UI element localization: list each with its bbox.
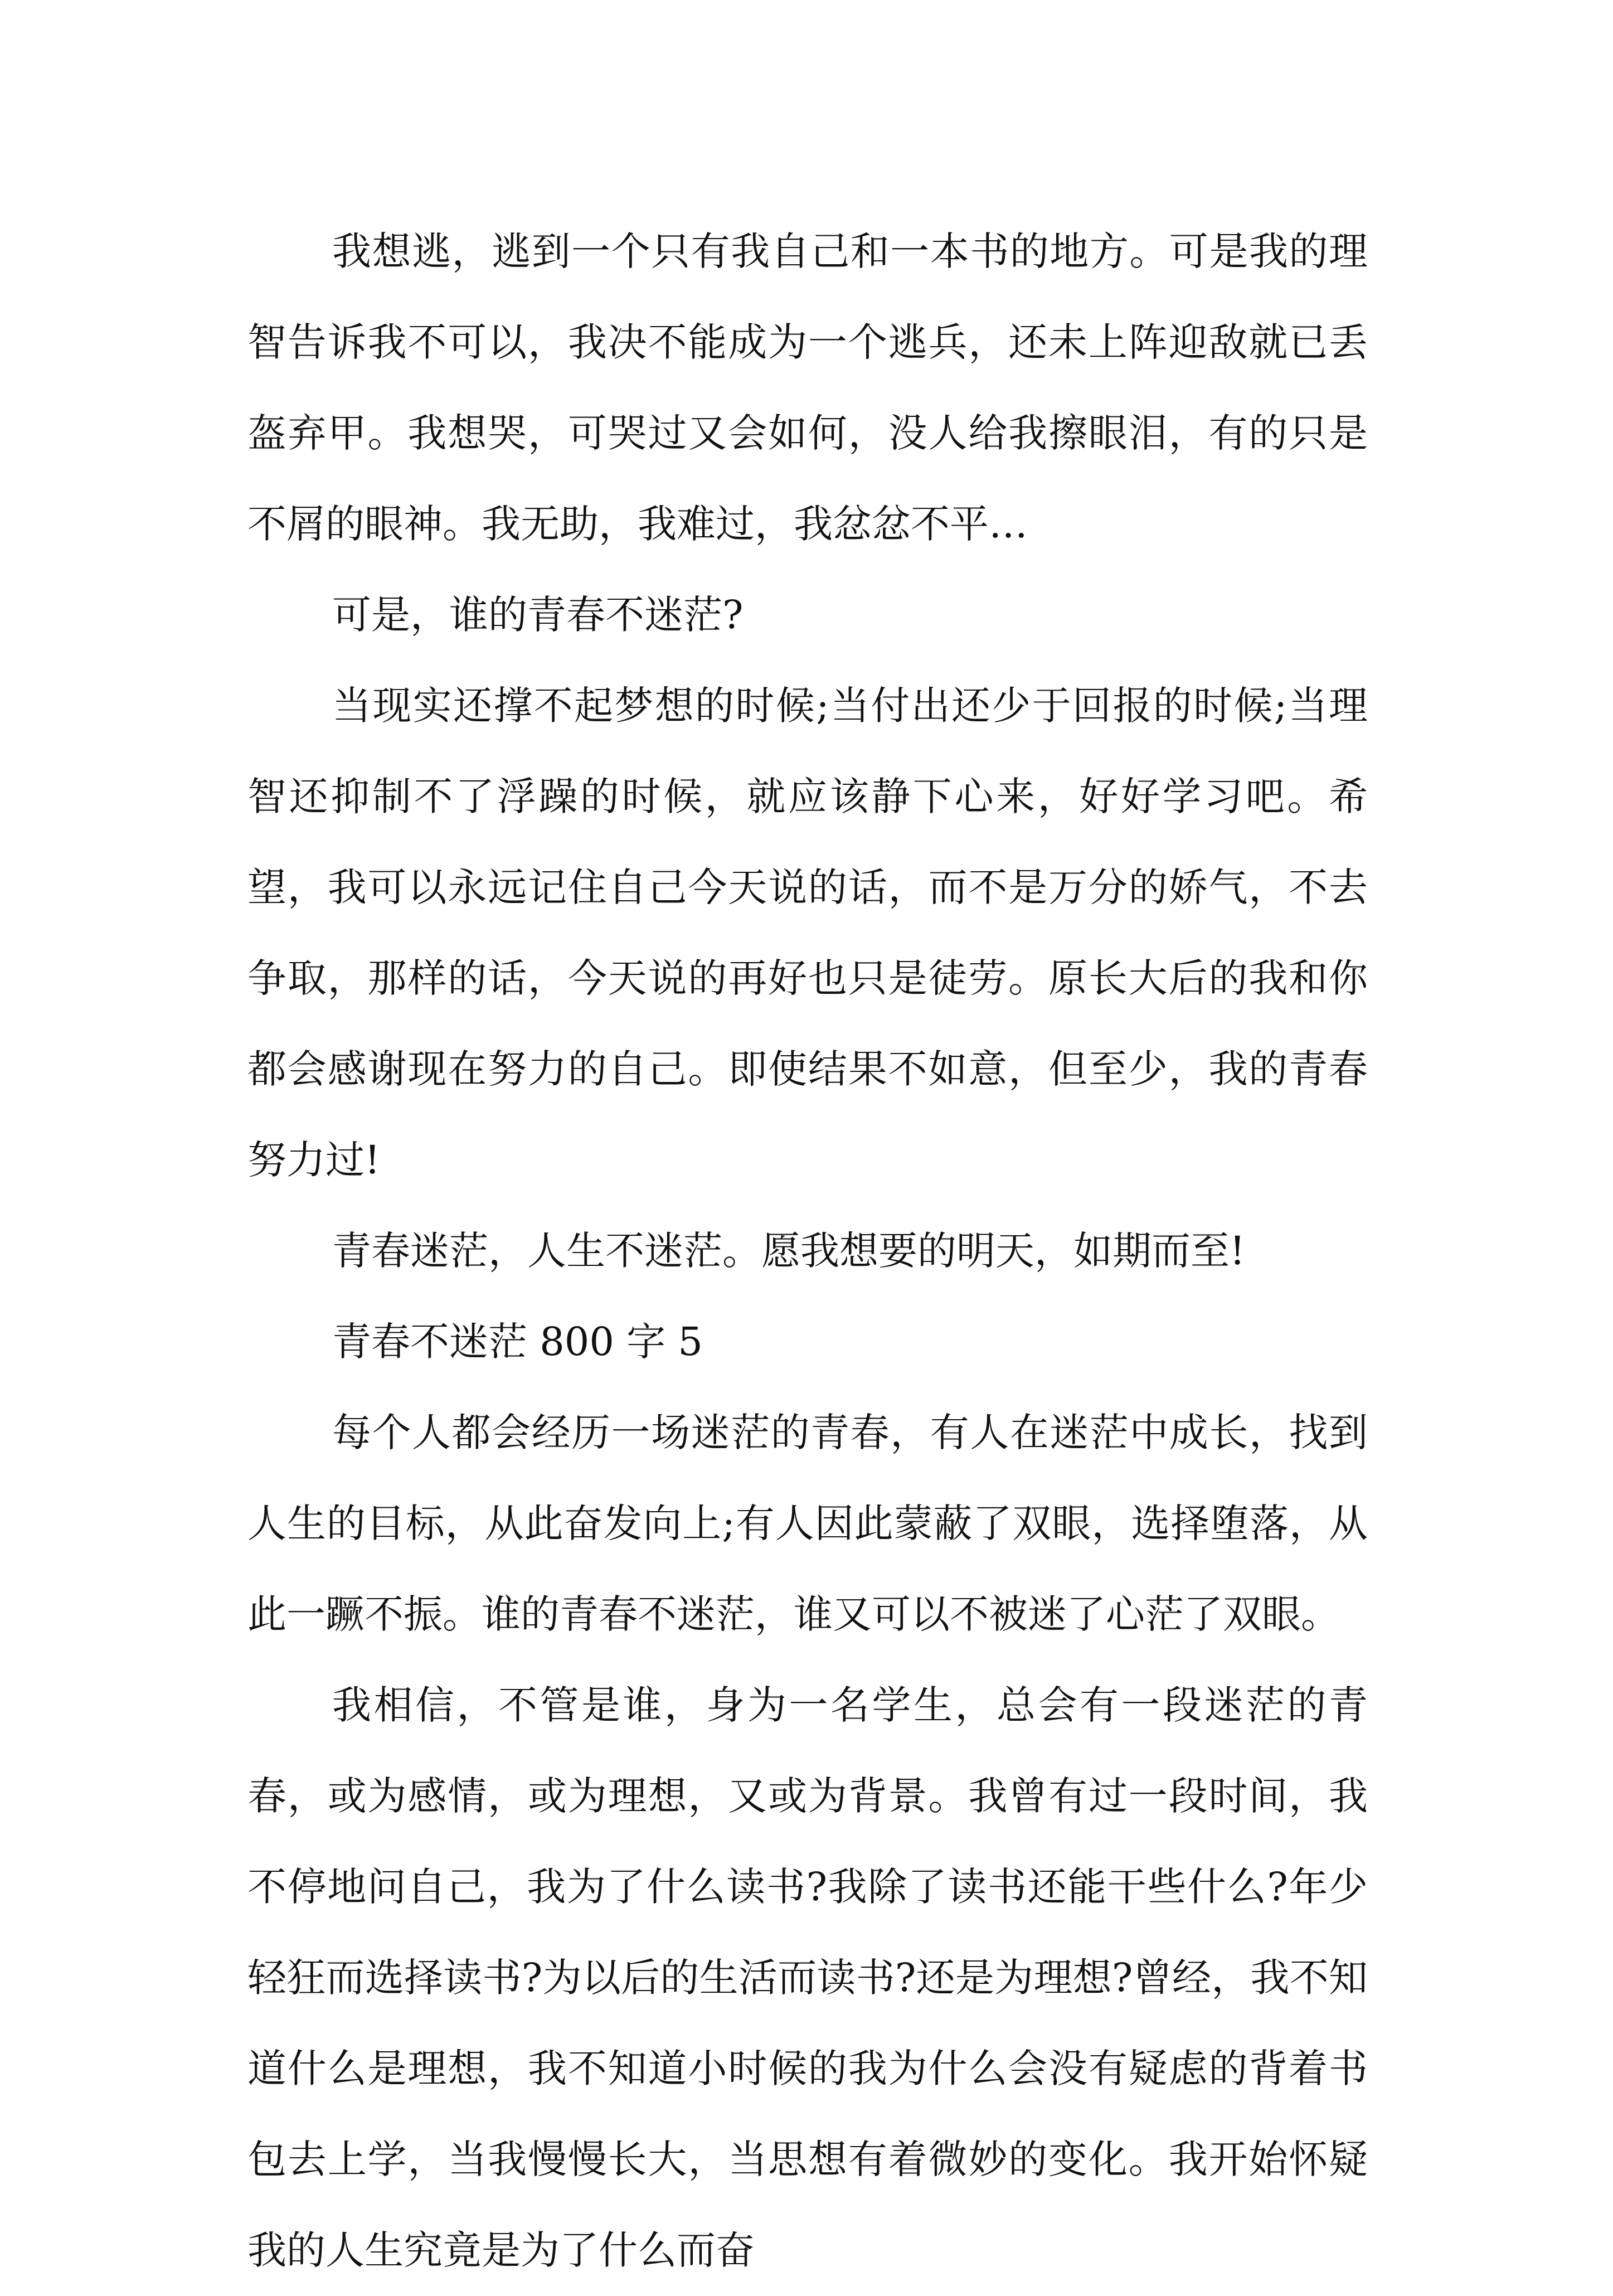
paragraph-5: 每个人都会经历一场迷茫的青春，有人在迷茫中成长，找到人生的目标，从此奋发向上;有人因此蒙蔽了双眼，选择堕落，从此一蹶不振。谁的青春不迷茫，谁又可以不被迷了心茫了双眼。: [247, 1410, 1368, 1637]
document-body: [247, 206, 1368, 2296]
paragraph-6: 我相信，不管是谁，身为一名学生，总会有一段迷茫的青春，或为感情，或为理想，又或为背景。我曾有过一段时间，我不停地问自己，我为了什么读书?我除了读书还能干些什么?年少轻狂而选择读书?为以后的生活而读书?还是为理想?曾经，我不知道什么是理想，我不知道小时候的我为什么会没有疑虑的背着书包去上学，当我慢慢长大，当思想有着微妙的变化。我开始怀疑我的人生究竟是为了什么而奋: [247, 1682, 1368, 2273]
paragraph-1: 我想逃，逃到一个只有我自己和一本书的地方。可是我的理智告诉我不可以，我决不能成为一个逃兵，还未上阵迎敌就已丢盔弃甲。我想哭，可哭过又会如何，没人给我擦眼泪，有的只是不屑的眼神。我无助，我难过，我忿忿不平…: [247, 229, 1368, 547]
section-heading: 青春不迷茫 800 字 5: [332, 1319, 703, 1365]
paragraph-3: 当现实还撑不起梦想的时候;当付出还少于回报的时候;当理智还抑制不了浮躁的时候，就应该静下心来，好好学习吧。希望，我可以永远记住自己今天说的话，而不是万分的娇气，不去争取，那样的话，今天说的再好也只是徒劳。原长大后的我和你都会感谢现在努力的自己。即使结果不如意，但至少，我的青春努力过!: [247, 683, 1368, 1183]
paragraph-2: 可是，谁的青春不迷茫?: [332, 592, 744, 638]
paragraph-4: 青春迷茫，人生不迷茫。愿我想要的明天，如期而至!: [332, 1228, 1246, 1274]
